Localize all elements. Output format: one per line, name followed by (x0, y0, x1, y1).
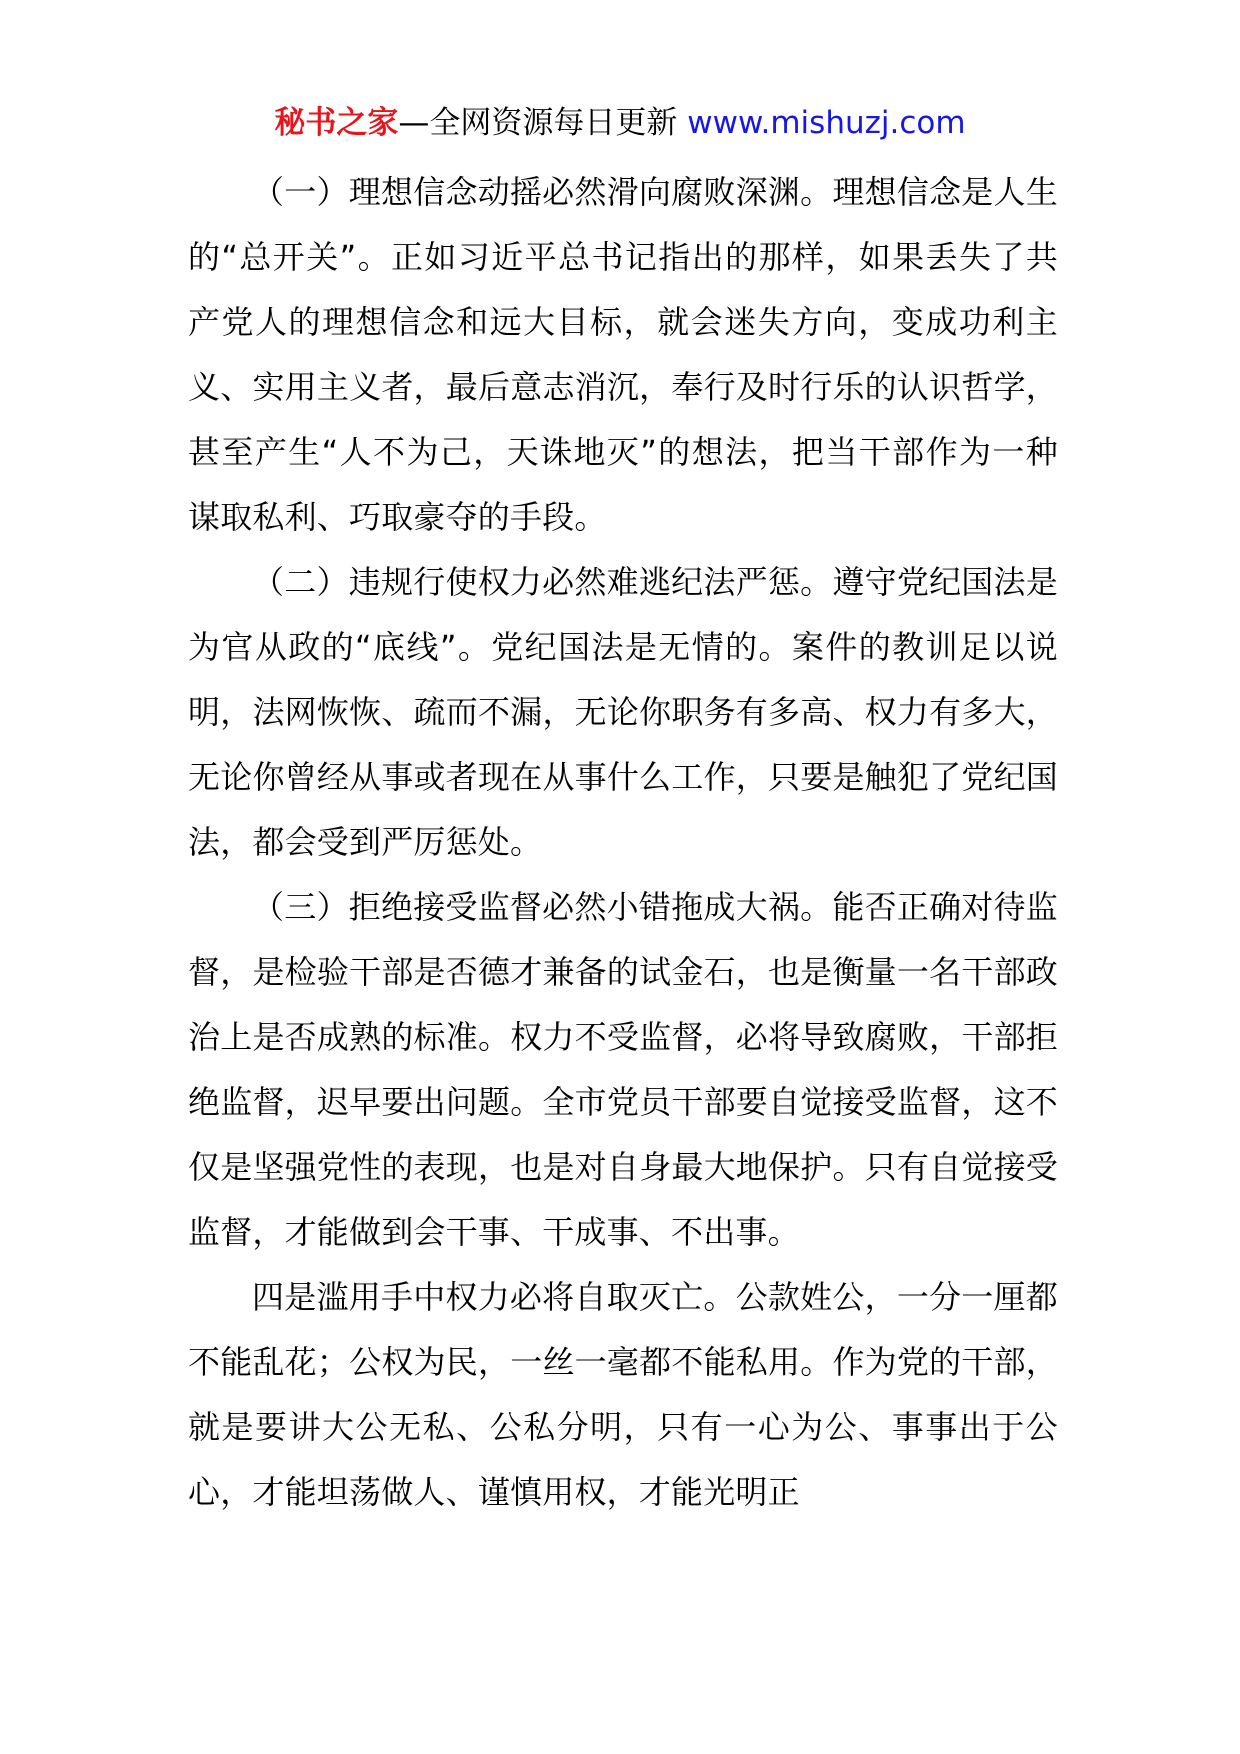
header-tagline: —全网资源每日更新 (398, 105, 688, 141)
page-header (0, 101, 1240, 145)
header-url-link[interactable]: www.mishuzj.com (687, 105, 966, 141)
paragraph-1: （一）理想信念动摇必然滑向腐败深渊。理想信念是人生的“总开关”。正如习近平总书记指出的那样，如果丢失了共产党人的理想信念和远大目标，就会迷失方向，变成功利主义、实用主义者，最后意志消沉，奉行及时行乐的认识哲学，甚至产生“人不为己，天诛地灭”的想法，把当干部作为一种谋取私利、巧取豪夺的手段。 (188, 173, 1058, 536)
paragraph-3: （三）拒绝接受监督必然小错拖成大祸。能否正确对待监督，是检验干部是否德才兼备的试金石，也是衡量一名干部政治上是否成熟的标准。权力不受监督，必将导致腐败，干部拒绝监督，迟早要出问题。全市党员干部要自觉接受监督，这不仅是坚强党性的表现，也是对自身最大地保护。只有自觉接受监督，才能做到会干事、干成事、不出事。 (188, 888, 1058, 1251)
paragraph-2: （二）违规行使权力必然难逃纪法严惩。遵守党纪国法是为官从政的“底线”。党纪国法是无情的。案件的教训足以说明，法网恢恢、疏而不漏，无论你职务有多高、权力有多大，无论你曾经从事或者现在从事什么工作，只要是触犯了党纪国法，都会受到严厉惩处。 (188, 563, 1058, 861)
document-body (188, 160, 1058, 1525)
header-brand: 秘书之家 (274, 105, 399, 141)
paragraph-4: 四是滥用手中权力必将自取灭亡。公款姓公，一分一厘都不能乱花；公权为民，一丝一毫都不能私用。作为党的干部，就是要讲大公无私、公私分明，只有一心为公、事事出于公心，才能坦荡做人、谨慎用权，才能光明正 (188, 1278, 1058, 1511)
